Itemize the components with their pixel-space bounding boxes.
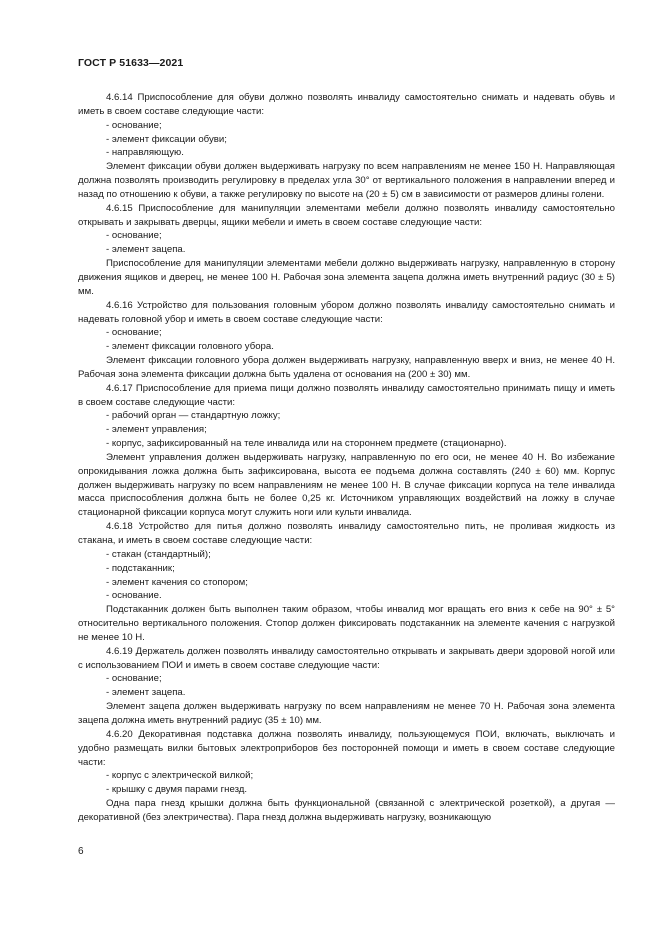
paragraph: 4.6.18 Устройство для питья должно позволять инвалиду самостоятельно пить, не проливая жидкость из стакана, и иметь в своем составе следующие части: [78,521,615,546]
paragraph: Подстаканник должен быть выполнен таким образом, чтобы инвалид мог вращать его вниз к себе на 90° ± 5° относительно вертикального положения. Стопор должен фиксировать подстаканник на элементе качения с нагрузкой не менее 10 Н. [78,604,615,643]
list-item: - крышку с двумя парами гнезд. [106,784,248,796]
paragraph: 4.6.15 Приспособление для манипуляции элементами мебели должно позволять инвалиду самостоятельно открывать и закрывать дверцы, ящики мебели и иметь в своем составе следующие части: [78,202,615,228]
list-item: - основание; [106,230,162,242]
paragraph: Элемент управления должен выдерживать нагрузку, направленную по его оси, не менее 40 Н. Во избежание опрокидывания ложка должна быть зафиксирована, высота ее подъема должна составлять (240 ± 60) мм. Корпус должен выдерживать нагрузку по всем направлениям не менее 100 Н. В случае фиксации корпуса на теле инвалида масса приспособления должна быть не более 0,25 кг. Источником управляющих воздействий на ложку в случае стационарной фиксации корпуса могут служить ноги или культи инвалида. [78,451,615,519]
paragraph: Элемент фиксации обуви должен выдерживать нагрузку по всем направлениям не менее 150 Н. Направляющая должна позволять производить регулировку в пределах угла 30° от вертикального положения в направлении вперед и назад по отношению к обуви, а также регулировку по высоте на (20 ± 5) см в зависимости от размеров длины голени. [78,161,615,200]
list-item: - основание; [106,119,162,131]
list-item: - направляющую. [106,147,184,159]
list-item: - элемент фиксации головного убора. [106,341,274,353]
paragraph: Элемент зацепа должен выдерживать нагрузку по всем направлениям не менее 70 Н. Рабочая зона элемента зацепа должна иметь внутренний радиус (35 ± 10) мм. [78,701,615,726]
paragraph: Элемент фиксации головного убора должен выдерживать нагрузку, направленную вверх и вниз, не менее 40 Н. Рабочая зона элемента фиксации должна быть удалена от основания на (200 ± 30) мм. [78,355,615,380]
paragraph: 4.6.20 Декоративная подставка должна позволять инвалиду, пользующемуся ПОИ, включать, выключать и удобно размещать вилки бытовых электроприборов без посторонней помощи и иметь в своем составе следующие части: [78,728,615,768]
list-item: - элемент зацепа. [106,244,186,256]
list-item: - элемент управления; [106,424,207,436]
list-item: - корпус, зафиксированный на теле инвалида или на стороннем предмете (стационарно). [106,438,507,450]
list-item: - подстаканник; [106,562,175,574]
paragraph: Приспособление для манипуляции элементами мебели должно выдерживать нагрузку, направленную в сторону движения ящиков и дверец, не менее 100 Н. Рабочая зона элемента зацепа должна иметь внутренний радиус (30 ± 5) мм. [78,258,615,297]
list-item: - основание; [106,673,162,685]
paragraph: 4.6.17 Приспособление для приема пищи должно позволять инвалиду самостоятельно принимать пищу и иметь в своем составе следующие части: [78,382,615,408]
page-number: 6 [78,846,84,857]
paragraph: 4.6.14 Приспособление для обуви должно позволять инвалиду самостоятельно снимать и надевать обувь и иметь в своем составе следующие части: [78,92,615,117]
list-item: - корпус с электрической вилкой; [106,770,254,782]
list-item: - элемент качения со стопором; [106,576,248,588]
list-item: - элемент фиксации обуви; [106,133,227,145]
list-item: - рабочий орган — стандартную ложку; [106,410,281,422]
paragraph: 4.6.19 Держатель должен позволять инвалиду самостоятельно открывать и закрывать двери здоровой ногой или с использованием ПОИ и иметь в своем составе следующие части: [78,645,615,671]
list-item: - стакан (стандартный); [106,548,211,560]
list-item: - основание. [106,590,162,602]
paragraph: Одна пара гнезд крышки должна быть функциональной (связанной с электрической розеткой), а другая — декоративной (без электричества). Пара гнезд должна выдерживать нагрузку, возникающую [78,798,615,823]
document-body [78,91,615,825]
list-item: - элемент зацепа. [106,687,186,699]
list-item: - основание; [106,327,162,339]
document-header: ГОСТ Р 51633—2021 [78,57,184,69]
paragraph: 4.6.16 Устройство для пользования головным убором должно позволять инвалиду самостоятельно снимать и надевать головной убор и иметь в своем составе следующие части: [78,299,615,325]
